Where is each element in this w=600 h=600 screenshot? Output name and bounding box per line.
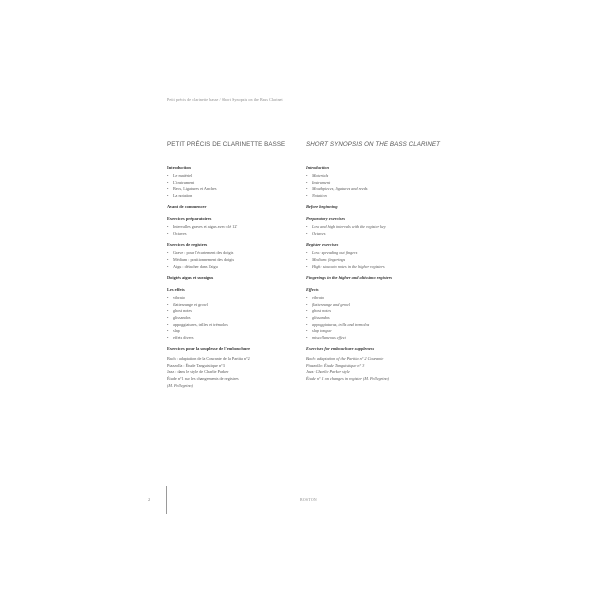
list-item: • Octaves bbox=[306, 231, 326, 237]
piece-line: Bach: adaptation of the Partita n° 2 Courante bbox=[306, 356, 384, 362]
section-heading: Avant de commencer bbox=[167, 204, 207, 210]
bullet-icon: • bbox=[306, 314, 308, 320]
bullet-icon: • bbox=[167, 314, 169, 320]
list-item: • vibrato bbox=[306, 294, 325, 300]
column-title: SHORT SYNOPSIS ON THE BASS CLARINET bbox=[306, 141, 441, 148]
bullet-icon: • bbox=[306, 301, 308, 307]
bullet-icon: • bbox=[167, 328, 169, 334]
section-heading: Preparatory exercises bbox=[306, 216, 346, 222]
piece-line: Jazz: Charlie Parker style bbox=[306, 369, 350, 375]
section-heading: Exercices préparatoires bbox=[167, 216, 212, 222]
item-list bbox=[167, 173, 299, 200]
bullet-icon: • bbox=[306, 224, 308, 230]
piece-line: Jazz : dans le style de Charlie Parker bbox=[167, 369, 229, 375]
bullet-icon: • bbox=[167, 250, 169, 256]
section-heading: Before beginning bbox=[306, 204, 338, 210]
section-heading: Exercices de registres bbox=[167, 242, 208, 248]
list-item: • Intervalles graves et aigus avec clé 12' bbox=[167, 224, 238, 230]
bullet-icon: • bbox=[306, 231, 308, 237]
piece-line: Bach : adaptation de la Courante de la Partita n°2 bbox=[167, 356, 250, 362]
list-item: • ghost notes bbox=[167, 308, 192, 314]
list-item: • Medium: fingerings bbox=[306, 256, 346, 262]
list-item: • slap tongue bbox=[306, 328, 332, 334]
list-item: • Low: spreading out fingers bbox=[306, 250, 358, 256]
bullet-icon: • bbox=[167, 301, 169, 307]
item-list bbox=[167, 295, 299, 342]
bullet-icon: • bbox=[306, 173, 308, 178]
list-item: • appoggiaturas, trills and tremolos bbox=[306, 321, 370, 327]
piece-list bbox=[167, 356, 299, 389]
bullet-icon: • bbox=[306, 256, 308, 262]
list-item: • Grave : pour l'écartement des doigts bbox=[167, 250, 234, 256]
section-heading: Les effets bbox=[167, 286, 185, 292]
item-list bbox=[167, 250, 299, 270]
bullet-icon: • bbox=[167, 321, 169, 327]
bullet-icon: • bbox=[167, 231, 169, 237]
list-item: • slap bbox=[167, 328, 180, 334]
bullet-icon: • bbox=[306, 186, 308, 192]
running-head: Petit précis de clarinette basse / Short Synopsis on the Bass Clarinet bbox=[167, 97, 283, 102]
section-heading: Exercices pour la souplesse de l'embouchure bbox=[167, 346, 251, 352]
list-item: • appoggiatures, trilles et trémolos bbox=[167, 321, 228, 327]
bullet-icon: • bbox=[306, 335, 308, 341]
bullet-icon: • bbox=[306, 328, 308, 334]
footer-divider bbox=[166, 486, 167, 514]
section-heading: Introduction bbox=[167, 165, 191, 170]
piece-line: Piazzolla : Étude Tanguistique n°3 bbox=[167, 362, 225, 368]
section-heading: Exercises for embouchure suppleness bbox=[306, 346, 375, 352]
publisher-label: BOSTON bbox=[300, 498, 317, 502]
list-item: • La notation bbox=[167, 193, 193, 199]
list-item: • glissandos bbox=[306, 314, 330, 320]
section-heading: Fingerings in the higher and altissimo registers bbox=[306, 274, 393, 280]
list-item: • High: staccato notes in the higher registers bbox=[306, 263, 385, 269]
bullet-icon: • bbox=[306, 308, 308, 314]
section-heading: Effects bbox=[306, 286, 319, 292]
item-list bbox=[306, 224, 442, 237]
bullet-icon: • bbox=[167, 179, 169, 185]
bullet-icon: • bbox=[167, 224, 169, 230]
page-number: 2 bbox=[148, 497, 151, 502]
section-heading: Register exercises bbox=[306, 242, 339, 248]
item-list bbox=[306, 173, 442, 200]
list-item: • Instrument bbox=[306, 179, 331, 185]
piece-line: Étude n°1 sur les changements de registres bbox=[167, 376, 239, 382]
list-item: • flatterzunge et growl bbox=[167, 301, 208, 307]
list-item: • Aigu : détacher dans l'aigu bbox=[167, 263, 218, 269]
list-item: • flatterzunge and growl bbox=[306, 301, 350, 307]
item-list bbox=[306, 250, 442, 270]
bullet-icon: • bbox=[306, 263, 308, 269]
piece-line: Piazzolla: Étude Tanguistique n° 3 bbox=[306, 362, 365, 368]
bullet-icon: • bbox=[167, 294, 169, 300]
bullet-icon: • bbox=[306, 321, 308, 327]
list-item: • Octaves bbox=[167, 231, 187, 237]
list-item: • Médium : positionnement des doigts bbox=[167, 256, 235, 262]
toc-column-french bbox=[167, 141, 299, 389]
list-item: • Becs, Ligatures et Anches bbox=[167, 186, 217, 192]
section-heading: Doigtés aigus et suraigus bbox=[167, 274, 214, 280]
item-list bbox=[306, 295, 442, 342]
list-item: • vibrato bbox=[167, 294, 185, 300]
bullet-icon: • bbox=[306, 294, 308, 300]
list-item: • Mouthpieces, ligatures and reeds bbox=[306, 186, 368, 192]
bullet-icon: • bbox=[306, 193, 308, 199]
bullet-icon: • bbox=[167, 186, 169, 192]
list-item: • Low and high intervals with the register key bbox=[306, 224, 386, 230]
section-heading: Introduction bbox=[306, 165, 329, 170]
list-item: • glissandos bbox=[167, 314, 191, 320]
list-item: • miscellaneous effect bbox=[306, 335, 346, 341]
list-item: • ghost notes bbox=[306, 308, 331, 314]
bullet-icon: • bbox=[167, 173, 169, 178]
item-list bbox=[167, 224, 299, 237]
bullet-icon: • bbox=[306, 179, 308, 185]
bullet-icon: • bbox=[167, 263, 169, 269]
piece-line: (M. Pellegrino) bbox=[167, 382, 194, 388]
piece-list bbox=[306, 356, 442, 382]
list-item: • Notation bbox=[306, 193, 327, 199]
bullet-icon: • bbox=[167, 193, 169, 199]
piece-line: Étude n° 1 on changes in register (M. Pellegrino) bbox=[306, 376, 390, 382]
bullet-icon: • bbox=[167, 256, 169, 262]
list-item: • Le matériel bbox=[167, 173, 193, 178]
list-item: • Materials bbox=[306, 173, 329, 178]
column-title: PETIT PRÉCIS DE CLARINETTE BASSE bbox=[167, 141, 286, 148]
bullet-icon: • bbox=[167, 335, 169, 341]
toc-column-english bbox=[306, 141, 442, 383]
list-item: • effets divers bbox=[167, 335, 194, 341]
bullet-icon: • bbox=[167, 308, 169, 314]
list-item: • L'instrument bbox=[167, 179, 195, 185]
bullet-icon: • bbox=[306, 250, 308, 256]
